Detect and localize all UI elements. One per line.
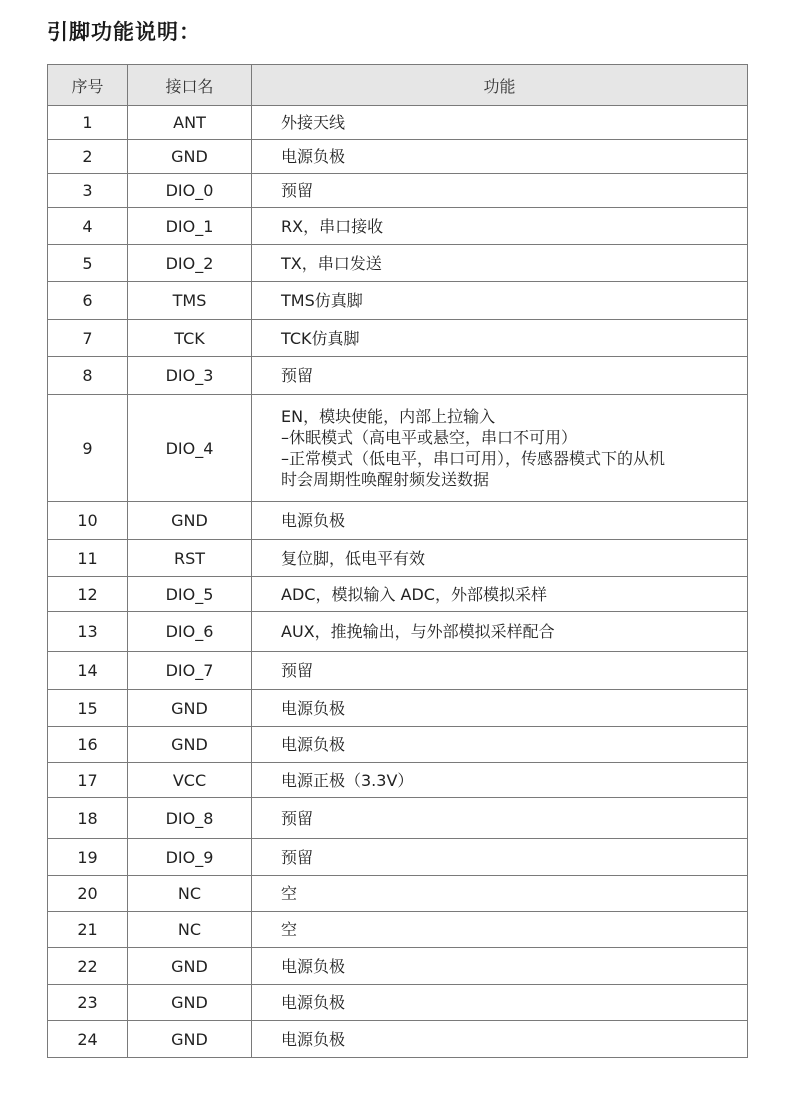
table-row <box>48 174 748 208</box>
table-row <box>48 985 748 1021</box>
table-row <box>48 652 748 690</box>
table-row <box>48 320 748 357</box>
pin-number: 15 <box>48 690 128 727</box>
pin-function-line: TMS仿真脚 <box>281 291 363 310</box>
pin-interface-name: DIO_2 <box>128 245 252 282</box>
table-row <box>48 690 748 727</box>
pin-function <box>252 174 748 208</box>
pin-interface-name: DIO_7 <box>128 652 252 690</box>
pin-function-line: 外接天线 <box>281 113 346 132</box>
pin-interface-name: DIO_5 <box>128 577 252 612</box>
table-row <box>48 282 748 320</box>
pin-interface-name: DIO_6 <box>128 612 252 652</box>
pin-interface-name: DIO_8 <box>128 798 252 839</box>
pin-function <box>252 985 748 1021</box>
pin-number: 11 <box>48 540 128 577</box>
pin-interface-name: DIO_3 <box>128 357 252 395</box>
pin-function-line: 电源负极 <box>281 511 346 530</box>
pin-number: 17 <box>48 763 128 798</box>
pin-function <box>252 876 748 912</box>
pin-interface-name: GND <box>128 948 252 985</box>
pin-function <box>252 798 748 839</box>
pin-interface-name: NC <box>128 912 252 948</box>
pin-number: 13 <box>48 612 128 652</box>
pin-function-line: 电源负极 <box>281 993 346 1012</box>
table-row <box>48 106 748 140</box>
pin-number: 2 <box>48 140 128 174</box>
header-interface: 接口名 <box>128 65 252 106</box>
table-row <box>48 395 748 502</box>
pin-function-line: EN，模块使能，内部上拉输入 <box>281 407 496 426</box>
pin-function-table <box>47 64 748 1058</box>
pin-number: 4 <box>48 208 128 245</box>
pin-interface-name: NC <box>128 876 252 912</box>
pin-function-line: 预留 <box>281 808 314 828</box>
pin-function-line: 时会周期性唤醒射频发送数据 <box>281 470 490 489</box>
pin-function <box>252 502 748 540</box>
pin-function-line: TX，串口发送 <box>281 253 382 273</box>
pin-interface-name: VCC <box>128 763 252 798</box>
pin-function <box>252 612 748 652</box>
pin-number: 20 <box>48 876 128 912</box>
pin-function <box>252 106 748 140</box>
pin-interface-name: GND <box>128 502 252 540</box>
pin-function <box>252 245 748 282</box>
pin-function-line: –正常模式（低电平，串口可用），传感器模式下的从机 <box>281 449 666 468</box>
pin-function <box>252 540 748 577</box>
pin-number: 5 <box>48 245 128 282</box>
pin-number: 21 <box>48 912 128 948</box>
pin-number: 14 <box>48 652 128 690</box>
table-body <box>48 106 748 1058</box>
pin-function <box>252 912 748 948</box>
pin-number: 6 <box>48 282 128 320</box>
pin-number: 19 <box>48 839 128 876</box>
pin-interface-name: GND <box>128 727 252 763</box>
header-function: 功能 <box>252 65 748 106</box>
pin-function-line: RX，串口接收 <box>281 216 384 236</box>
table-row <box>48 798 748 839</box>
pin-function <box>252 727 748 763</box>
pin-function-line: TCK仿真脚 <box>281 328 360 348</box>
pin-function-line: 复位脚，低电平有效 <box>281 548 426 568</box>
pin-function <box>252 577 748 612</box>
pin-function-line: ADC，模拟输入 ADC，外部模拟采样 <box>281 584 547 604</box>
pin-function-line: 预留 <box>281 661 314 680</box>
pin-function-line: 电源负极 <box>281 698 346 718</box>
pin-number: 9 <box>48 395 128 502</box>
pin-number: 8 <box>48 357 128 395</box>
pin-interface-name: RST <box>128 540 252 577</box>
table-row <box>48 208 748 245</box>
pin-function-line: 电源正极（3.3V） <box>281 770 414 790</box>
pin-interface-name: TMS <box>128 282 252 320</box>
pin-function-line: 空 <box>281 920 298 939</box>
page-title: 引脚功能说明： <box>47 20 201 44</box>
table-row <box>48 502 748 540</box>
pin-function-line: –休眠模式（高电平或悬空，串口不可用） <box>281 428 578 447</box>
pin-function-line: 空 <box>281 884 298 903</box>
pin-function <box>252 948 748 985</box>
table-row <box>48 948 748 985</box>
pin-interface-name: DIO_4 <box>128 395 252 502</box>
table-row <box>48 727 748 763</box>
pin-function-line: 预留 <box>281 181 314 200</box>
pin-number: 3 <box>48 174 128 208</box>
pin-number: 23 <box>48 985 128 1021</box>
pin-function-line: 预留 <box>281 366 314 385</box>
pin-number: 12 <box>48 577 128 612</box>
pin-function <box>252 763 748 798</box>
table-row <box>48 876 748 912</box>
pin-interface-name: GND <box>128 985 252 1021</box>
pin-function <box>252 208 748 245</box>
pin-function <box>252 282 748 320</box>
pin-function-line: 预留 <box>281 847 314 867</box>
pin-number: 10 <box>48 502 128 540</box>
pin-interface-name: ANT <box>128 106 252 140</box>
pin-number: 1 <box>48 106 128 140</box>
pin-interface-name: GND <box>128 140 252 174</box>
pin-function <box>252 839 748 876</box>
table-row <box>48 140 748 174</box>
pin-function <box>252 395 748 502</box>
pin-function <box>252 652 748 690</box>
table-row <box>48 540 748 577</box>
pin-interface-name: DIO_0 <box>128 174 252 208</box>
table-row <box>48 245 748 282</box>
pin-function-line: 电源负极 <box>281 956 346 976</box>
table-row <box>48 357 748 395</box>
pin-interface-name: GND <box>128 1021 252 1058</box>
pin-number: 7 <box>48 320 128 357</box>
pin-number: 22 <box>48 948 128 985</box>
table-header-row <box>48 65 748 106</box>
pin-function <box>252 140 748 174</box>
pin-number: 16 <box>48 727 128 763</box>
pin-interface-name: TCK <box>128 320 252 357</box>
pin-interface-name: GND <box>128 690 252 727</box>
pin-function <box>252 1021 748 1058</box>
pin-number: 24 <box>48 1021 128 1058</box>
pin-function-line: AUX，推挽输出，与外部模拟采样配合 <box>281 622 555 641</box>
pin-number: 18 <box>48 798 128 839</box>
pin-function-line: 电源负极 <box>281 147 346 166</box>
pin-function <box>252 320 748 357</box>
pin-interface-name: DIO_1 <box>128 208 252 245</box>
table-row <box>48 839 748 876</box>
table-row <box>48 612 748 652</box>
header-no: 序号 <box>48 65 128 106</box>
pin-interface-name: DIO_9 <box>128 839 252 876</box>
table-row <box>48 1021 748 1058</box>
table-row <box>48 763 748 798</box>
pin-function <box>252 690 748 727</box>
pin-function-line: 电源负极 <box>281 1029 346 1049</box>
pin-function <box>252 357 748 395</box>
table-row <box>48 577 748 612</box>
pin-function-line: 电源负极 <box>281 735 346 754</box>
table-row <box>48 912 748 948</box>
